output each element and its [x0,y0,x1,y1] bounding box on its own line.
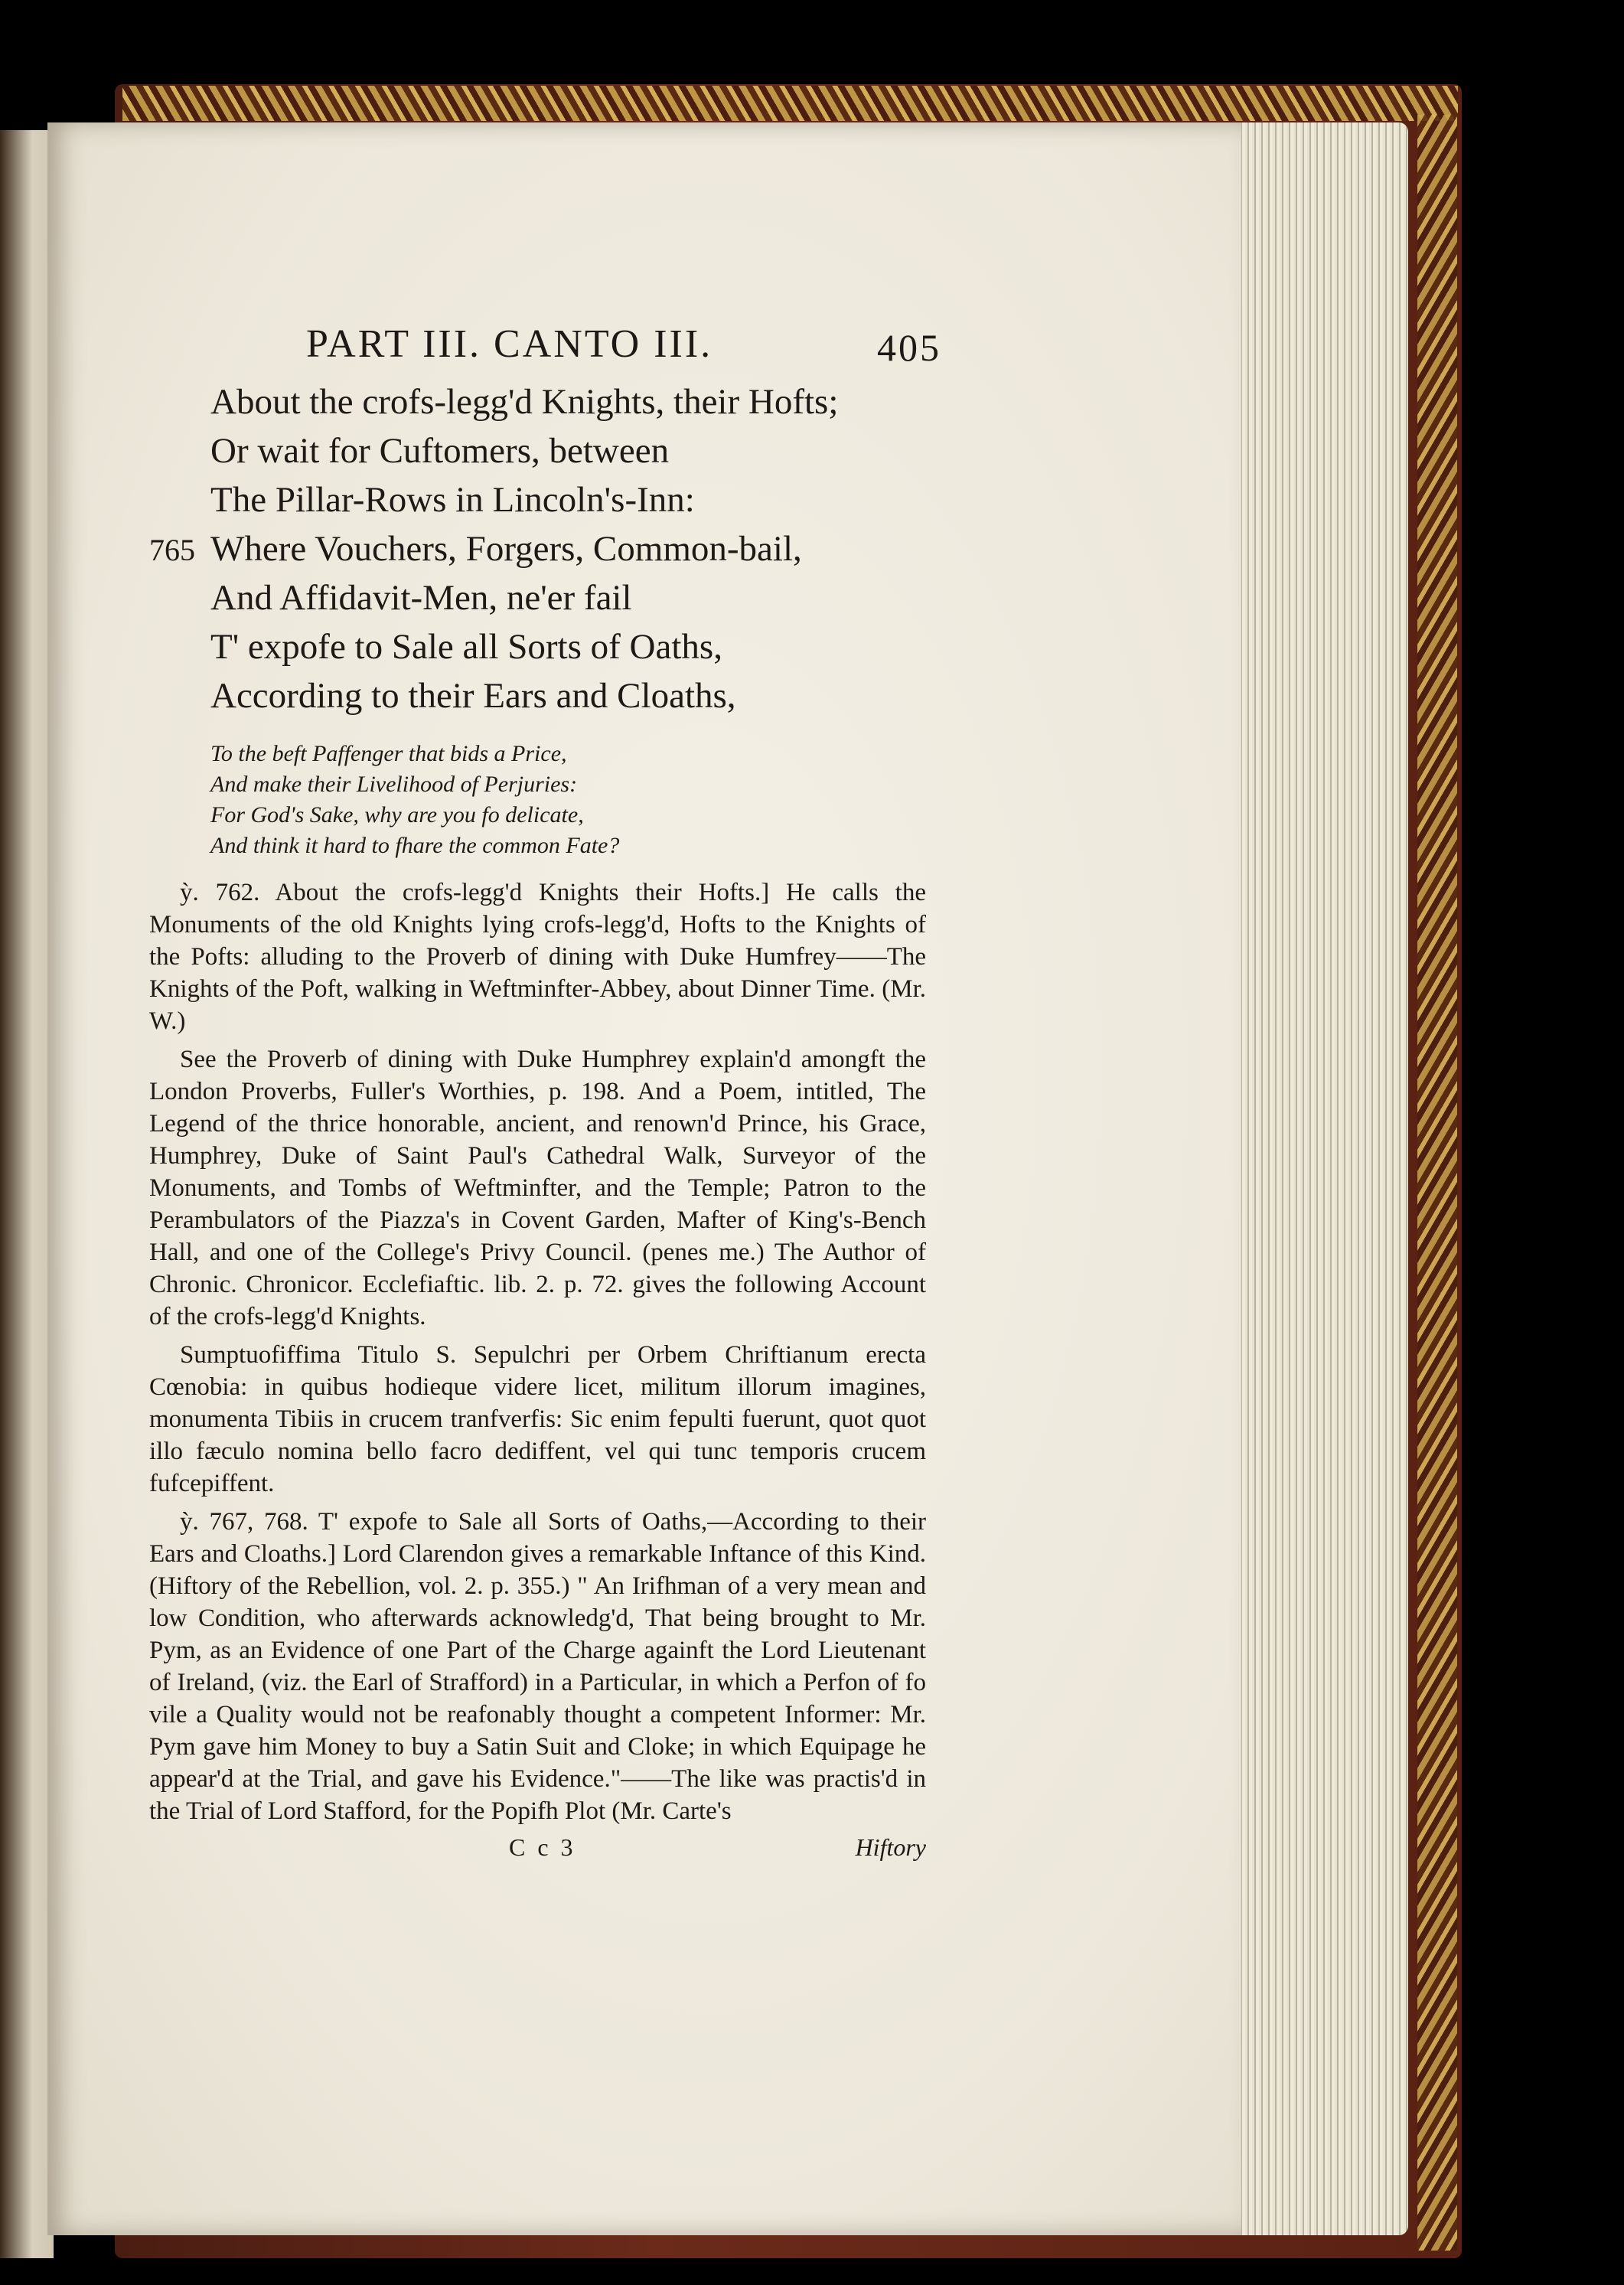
verse-text: The Pillar-Rows in Lincoln's-Inn: [210,480,695,520]
note-paragraph: See the Proverb of dining with Duke Humphrey explain'd amongft the London Proverbs, Fuller's Worthies, p. 198. And a Poem, intitled, The Legend of the thrice honorable, ancient, and renown'd Prince, his Grace, Humphrey, Duke of Saint Paul's Cathedral Walk, Surveyor of the Monuments, and Tombs of Weftminfter, and the Temple; Patron to the Perambulators of the Piazza's in Covent Garden, Mafter of King's-Bench Hall, and one of the College's Privy Council. (penes me.) The Author of Chronic. Chronicor. Ecclefiaftic. lib. 2. p. 72. gives the following Account of the crofs-legg'd Knights. [149,1046,926,1330]
verse-line [149,622,926,671]
verse-block [149,377,926,720]
verse-line [149,426,926,475]
quoted-verse [210,739,926,861]
note-paragraph: ỳ. 762. About the crofs-legg'd Knights their Hofts.] He calls the Monuments of the old Knights lying crofs-legg'd, Hofts to the Knights of the Pofts: alluding to the Proverb of dining with Duke Humfrey——The Knights of the Poft, walking in Weftminfter-Abbey, about Dinner Time. (Mr. W.) [149,879,926,1035]
verse-text: Where Vouchers, Forgers, Common-bail, [210,529,802,569]
page-content [149,318,941,1872]
gilt-border-top [122,86,1458,121]
catchword: Hiftory [855,1833,926,1861]
note-paragraph: ỳ. 767, 768. T' expofe to Sale all Sorts of Oaths,—According to their Ears and Cloaths.] Lord Clarendon gives a remarkable Inftance of this Kind. (Hiftory of the Rebellion, vol. 2. p. 355.) " An Irifhman of a very mean and low Condition, who afterwards acknowledg'd, That being brought to Mr. Pym, as an Evidence of one Part of the Charge againft the Lord Lieutenant of Ireland, (viz. the Earl of Strafford) in a Particular, in which a Perfon of fo vile a Quality would not be reafonably thought a competent Informer: Mr. Pym gave him Money to buy a Satin Suit and Cloke; in which Equipage he appear'd at the Trial, and gave his Evidence."——The like was practis'd in the Trial of Lord Stafford, for the Popifh Plot (Mr. Carte's [149,1508,926,1825]
quote-line: And make their Livelihood of Perjuries: [210,772,578,797]
signature-mark: C c 3 [509,1833,576,1861]
page-edges [1225,122,1408,2235]
quote-line: And think it hard to fhare the common Fate? [210,833,620,858]
verse-line [149,377,926,426]
page-number: 405 [877,326,941,369]
running-title: PART III. CANTO III. [306,322,713,366]
verse-text: Or wait for Cuftomers, between [210,431,670,471]
verse-line [149,671,926,720]
verse-text: And Affidavit-Men, ne'er fail [210,578,632,618]
page-footer [149,1833,926,1872]
gilt-border-right [1417,115,1457,2251]
verse-line [149,475,926,524]
running-header [149,318,941,371]
note-paragraph: Sumptuofiffima Titulo S. Sepulchri per Orbem Chriftianum erecta Cœnobia: in quibus hodieque videre licet, militum illorum imagines, monumenta Tibiis in crucem tranfverfis: Sic enim fepulti fuerunt, quot quot illo fæculo nomina bello facro dediffent, vel qui tunc temporis crucem fufcepiffent. [149,1341,926,1497]
quote-line: For God's Sake, why are you fo delicate, [210,802,584,827]
verse-text: T' expofe to Sale all Sorts of Oaths, [210,627,722,667]
footnotes [149,876,926,1827]
verse-line [149,524,926,573]
quote-line: To the beft Paffenger that bids a Price, [210,741,567,766]
verse-line [149,573,926,622]
verse-text: According to their Ears and Cloaths, [210,676,736,716]
line-number: 765 [149,533,195,567]
facing-page-edge [0,130,54,2258]
verse-text: About the crofs-legg'd Knights, their Hofts; [210,382,839,422]
